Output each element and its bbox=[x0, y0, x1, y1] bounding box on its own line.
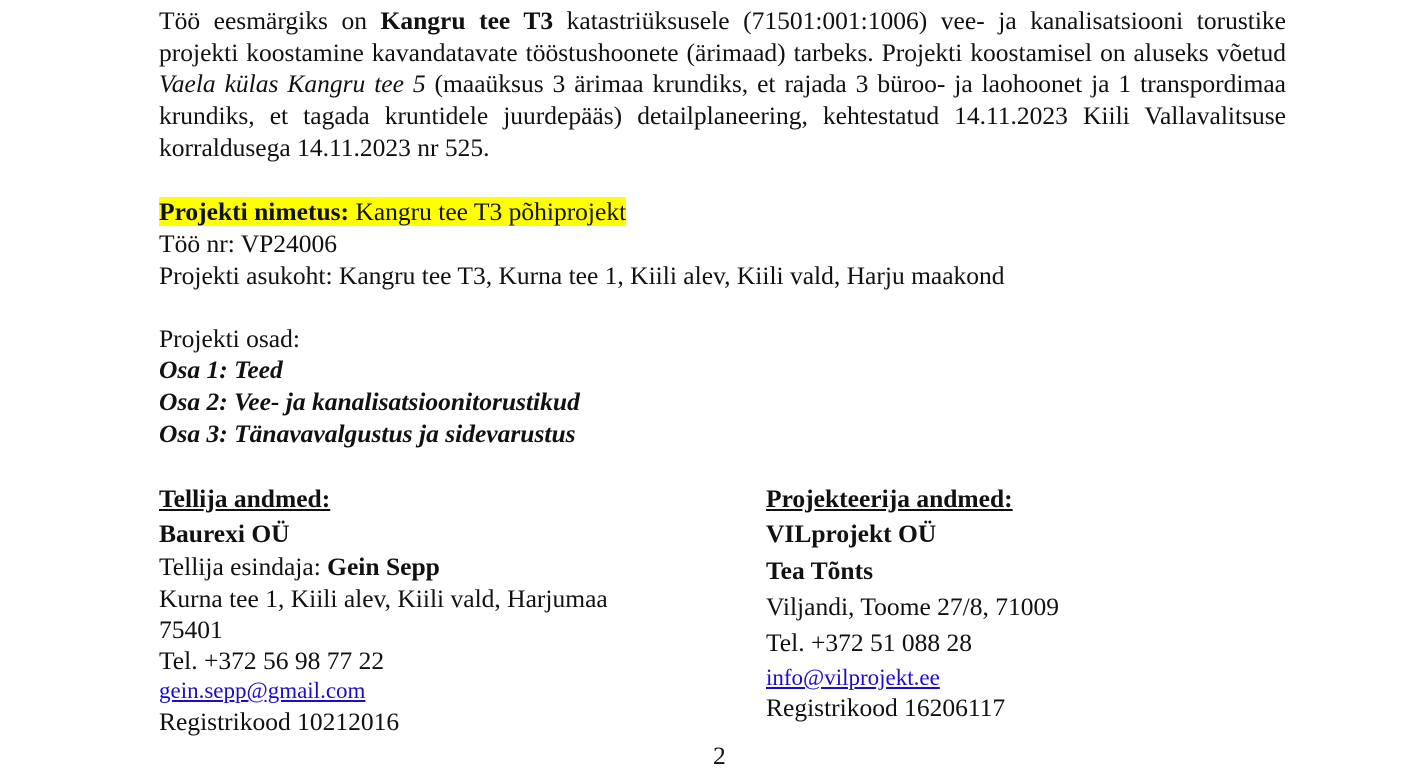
client-heading: Tellija andmed: bbox=[159, 484, 331, 513]
client-rep-label: Tellija esindaja: bbox=[159, 552, 328, 581]
designer-person: Tea Tõnts bbox=[766, 556, 874, 585]
designer-email[interactable]: info@vilprojekt.ee bbox=[766, 665, 940, 690]
work-number: Töö nr: VP24006 bbox=[159, 229, 338, 258]
designer-company: VILprojekt OÜ bbox=[766, 519, 937, 548]
page-number: 2 bbox=[713, 741, 726, 770]
designer-email-link[interactable] bbox=[766, 662, 940, 694]
intro-paragraph bbox=[159, 5, 1286, 164]
client-rep-name: Gein Sepp bbox=[327, 552, 440, 581]
client-phone: Tel. +372 56 98 77 22 bbox=[159, 646, 385, 675]
intro-text-3: (maaüksus 3 ärimaa krundiks, et rajada 3 büroo- ja laohoonet ja 1 transpordimaa krundiks, et tagada kruntidele juurdepääs) detailplaneering, kehtestatud 14.11.2023 Kiili Vallavalitsuse korraldusega 14.11.2023 nr 525. bbox=[159, 69, 1286, 162]
project-name-line bbox=[159, 196, 626, 228]
client-reg-code: Registrikood 10212016 bbox=[159, 707, 400, 736]
intro-bold-plot: Kangru tee T3 bbox=[380, 6, 554, 35]
designer-address: Viljandi, Toome 27/8, 71009 bbox=[766, 592, 1059, 621]
part-item-1: Osa 1: Teed bbox=[159, 355, 283, 384]
parts-heading: Projekti osad: bbox=[159, 324, 300, 353]
intro-text-2: katastriüksusele (71501:001:1006) vee- ja kanalisatsiooni torustike projekti koostamine kavandatavate tööstushoonete (ärimaad) tarbeks. Projekti koostamisel on aluseks võetud bbox=[159, 6, 1286, 67]
client-postcode: 75401 bbox=[159, 615, 223, 644]
designer-reg-code: Registrikood 16206117 bbox=[766, 693, 1006, 722]
designer-phone: Tel. +372 51 088 28 bbox=[766, 628, 972, 657]
part-item-3: Osa 3: Tänavavalgustus ja sidevarustus bbox=[159, 419, 576, 448]
project-location: Projekti asukoht: Kangru tee T3, Kurna tee 1, Kiili alev, Kiili vald, Harju maakond bbox=[159, 261, 1005, 290]
client-representative bbox=[159, 551, 440, 583]
intro-italic-plan: Vaela külas Kangru tee 5 bbox=[159, 69, 426, 99]
project-name-value: Kangru tee T3 põhiprojekt bbox=[349, 197, 627, 226]
client-address: Kurna tee 1, Kiili alev, Kiili vald, Harjumaa bbox=[159, 584, 608, 613]
client-email-link[interactable] bbox=[159, 675, 365, 707]
client-company: Baurexi OÜ bbox=[159, 519, 290, 548]
part-item-2: Osa 2: Vee- ja kanalisatsioonitorustikud bbox=[159, 387, 580, 416]
designer-heading: Projekteerija andmed: bbox=[766, 484, 1013, 513]
project-name-label: Projekti nimetus: bbox=[159, 197, 350, 226]
client-email[interactable]: gein.sepp@gmail.com bbox=[159, 678, 366, 703]
intro-text-1: Töö eesmärgiks on bbox=[159, 6, 381, 35]
